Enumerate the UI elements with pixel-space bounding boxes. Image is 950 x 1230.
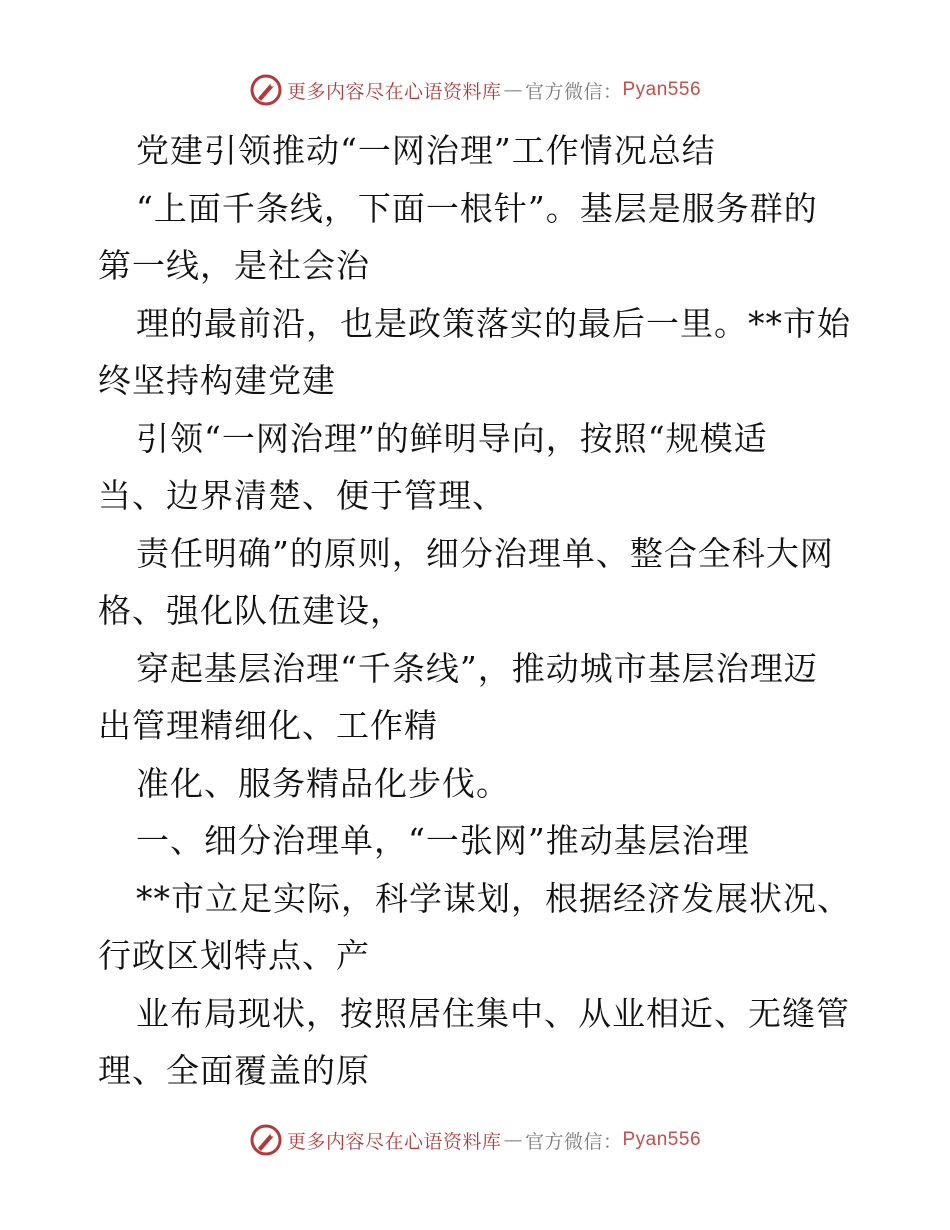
banner-wechat-id: Pyan556 — [622, 79, 702, 100]
text-line: 格、强化队伍建设， — [98, 591, 404, 630]
document-body — [98, 122, 858, 1100]
text-line: 当、边界清楚、便于管理、 — [98, 476, 506, 515]
text-line: 终坚持构建党建 — [98, 361, 336, 400]
pen-logo-icon — [249, 73, 283, 107]
banner-brand: 更多内容尽在心语资料库 — [286, 1130, 502, 1153]
header-banner — [0, 70, 950, 110]
banner-wechat-label: 官方微信： — [524, 80, 623, 103]
text-line: 准化、服务精品化步伐。 — [136, 763, 510, 803]
text-line: 党建引领推动“一网治理”工作情况总结 — [136, 131, 716, 170]
banner-wechat-id: Pyan556 — [622, 1129, 702, 1150]
text-line: 业布局现状，按照居住集中、从业相近、无缝管 — [136, 993, 850, 1033]
text-line: “上面千条线，下面一根针”。基层是服务群的 — [136, 188, 818, 228]
text-line: 责任明确”的原则，细分治理单、整合全科大网 — [136, 533, 834, 573]
text-line: 引领“一网治理”的鲜明导向，按照“规模适 — [136, 418, 768, 458]
banner-wechat-label: 官方微信： — [524, 1130, 623, 1153]
text-line: 出管理精细化、工作精 — [98, 706, 438, 745]
banner-separator: — — [503, 1129, 523, 1151]
text-line: 穿起基层治理“千条线”，推动城市基层治理迈 — [136, 648, 818, 688]
text-line: **市立足实际，科学谋划，根据经济发展状况、 — [136, 878, 851, 918]
text-line: 行政区划特点、产 — [98, 936, 370, 975]
text-line: 第一线，是社会治 — [98, 246, 370, 285]
text-line: 一、细分治理单，“一张网”推动基层治理 — [136, 821, 750, 860]
text-line: 理、全面覆盖的原 — [98, 1051, 370, 1090]
banner-brand: 更多内容尽在心语资料库 — [286, 80, 502, 103]
pen-logo-icon — [249, 1123, 283, 1157]
footer-banner — [0, 1120, 950, 1160]
text-line: 理的最前沿，也是政策落实的最后一里。**市始 — [136, 303, 851, 343]
banner-separator: — — [503, 79, 523, 101]
